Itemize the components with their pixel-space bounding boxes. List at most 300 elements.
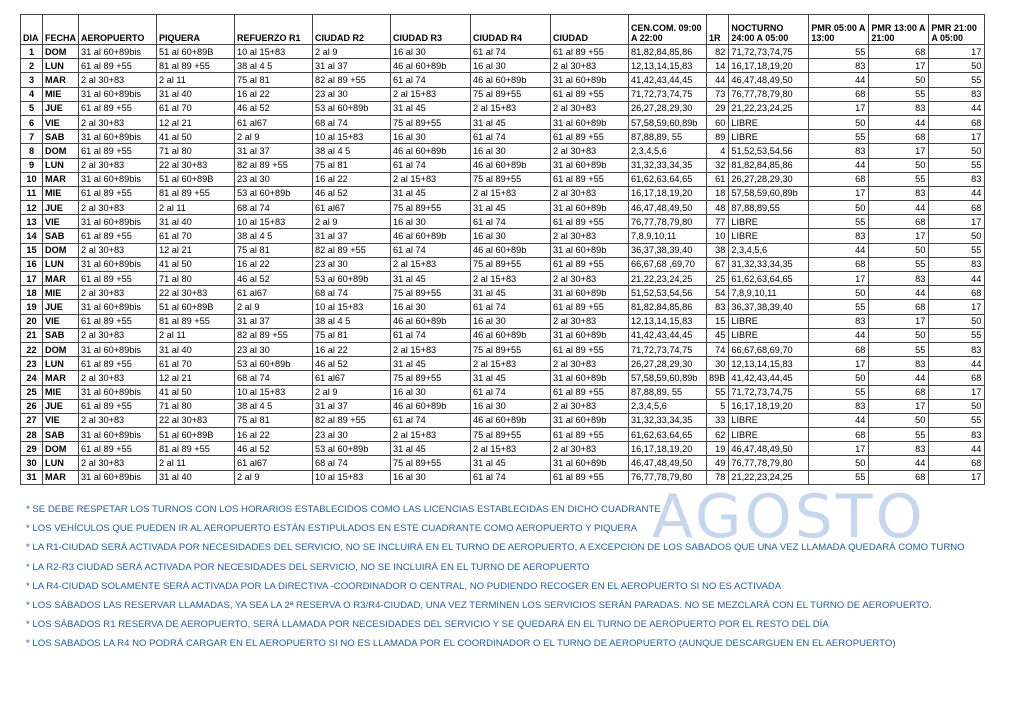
header-1r: 1R — [707, 15, 729, 45]
cell-pmr-21: 55 — [929, 413, 985, 427]
cell-ciudad-r4: 31 al 45 — [471, 371, 551, 385]
cell-cen-com: 51,52,53,54,56 — [629, 286, 707, 300]
cell-ciudad-r4: 31 al 45 — [471, 115, 551, 129]
cell-dia: 25 — [21, 385, 43, 399]
cell-ciudad-r2: 82 al 89 +55 — [313, 413, 391, 427]
cell-ciudad-r3: 16 al 30 — [391, 45, 471, 59]
cell-piquera: 61 al 70 — [157, 357, 235, 371]
cell-fecha: DOM — [43, 243, 79, 257]
cell-ciudad: 2 al 30+83 — [551, 59, 629, 73]
table-row — [21, 101, 985, 115]
cell-ciudad-r4: 61 al 74 — [471, 470, 551, 484]
header-refuerzo-r1: REFUERZO R1 — [235, 15, 313, 45]
cell-r1: 38 — [707, 243, 729, 257]
cell-dia: 7 — [21, 130, 43, 144]
cell-ciudad-r2: 2 al 9 — [313, 385, 391, 399]
cell-nocturno: 21,22,23,24,25 — [729, 101, 809, 115]
cell-aeropuerto: 2 al 30+83 — [79, 456, 157, 470]
cell-pmr-13: 17 — [869, 59, 929, 73]
cell-pmr-13: 17 — [869, 314, 929, 328]
cell-refuerzo-r1: 31 al 37 — [235, 144, 313, 158]
cell-dia: 20 — [21, 314, 43, 328]
cell-pmr-05: 50 — [809, 115, 869, 129]
cell-dia: 10 — [21, 172, 43, 186]
cell-pmr-21: 83 — [929, 428, 985, 442]
cell-fecha: VIE — [43, 215, 79, 229]
cell-fecha: LUN — [43, 257, 79, 271]
cell-aeropuerto: 2 al 30+83 — [79, 286, 157, 300]
cell-aeropuerto: 31 al 60+89bis — [79, 470, 157, 484]
cell-nocturno: 21,22,23,24,25 — [729, 470, 809, 484]
cell-piquera: 31 al 40 — [157, 215, 235, 229]
cell-ciudad-r4: 46 al 60+89b — [471, 413, 551, 427]
cell-refuerzo-r1: 2 al 9 — [235, 300, 313, 314]
cell-r1: 82 — [707, 45, 729, 59]
cell-ciudad-r3: 61 al 74 — [391, 158, 471, 172]
cell-ciudad: 61 al 89 +55 — [551, 87, 629, 101]
cell-nocturno: 76,77,78,79,80 — [729, 456, 809, 470]
header-pmr-21: PMR 21:00 A 05:00 — [929, 15, 985, 45]
cell-cen-com: 26,27,28,29,30 — [629, 357, 707, 371]
cell-ciudad: 2 al 30+83 — [551, 101, 629, 115]
cell-ciudad-r2: 46 al 52 — [313, 186, 391, 200]
table-row — [21, 144, 985, 158]
cell-fecha: DOM — [43, 144, 79, 158]
cell-nocturno: 36,37,38,39,40 — [729, 300, 809, 314]
cell-piquera: 61 al 70 — [157, 101, 235, 115]
cell-r1: 48 — [707, 201, 729, 215]
cell-ciudad: 31 al 60+89b — [551, 286, 629, 300]
cell-pmr-05: 17 — [809, 272, 869, 286]
cell-dia: 11 — [21, 186, 43, 200]
cell-refuerzo-r1: 82 al 89 +55 — [235, 328, 313, 342]
cell-nocturno: LIBRE — [729, 130, 809, 144]
cell-r1: 14 — [707, 59, 729, 73]
cell-r1: 54 — [707, 286, 729, 300]
cell-pmr-21: 17 — [929, 300, 985, 314]
cell-ciudad: 2 al 30+83 — [551, 399, 629, 413]
table-row — [21, 257, 985, 271]
table-row — [21, 215, 985, 229]
cell-nocturno: 81,82,84,85,86 — [729, 158, 809, 172]
cell-piquera: 71 al 80 — [157, 399, 235, 413]
cell-r1: 60 — [707, 115, 729, 129]
cell-ciudad-r4: 75 al 89+55 — [471, 87, 551, 101]
cell-pmr-05: 68 — [809, 342, 869, 356]
cell-ciudad-r4: 75 al 89+55 — [471, 342, 551, 356]
header-ciudad: CIUDAD — [551, 15, 629, 45]
cell-pmr-21: 44 — [929, 357, 985, 371]
cell-piquera: 51 al 60+89B — [157, 172, 235, 186]
cell-pmr-21: 17 — [929, 385, 985, 399]
cell-pmr-05: 17 — [809, 101, 869, 115]
cell-aeropuerto: 31 al 60+89bis — [79, 257, 157, 271]
cell-cen-com: 2,3,4,5,6 — [629, 144, 707, 158]
cell-r1: 77 — [707, 215, 729, 229]
cell-fecha: SAB — [43, 229, 79, 243]
cell-fecha: SAB — [43, 328, 79, 342]
cell-fecha: JUE — [43, 399, 79, 413]
cell-ciudad-r3: 2 al 15+83 — [391, 172, 471, 186]
cell-pmr-05: 17 — [809, 186, 869, 200]
cell-r1: 45 — [707, 328, 729, 342]
cell-dia: 29 — [21, 442, 43, 456]
cell-ciudad-r2: 53 al 60+89b — [313, 442, 391, 456]
cell-cen-com: 21,22,23,24,25 — [629, 272, 707, 286]
cell-r1: 18 — [707, 186, 729, 200]
cell-fecha: JUE — [43, 101, 79, 115]
cell-cen-com: 16,17,18,19,20 — [629, 186, 707, 200]
cell-refuerzo-r1: 38 al 4 5 — [235, 399, 313, 413]
cell-refuerzo-r1: 61 al67 — [235, 286, 313, 300]
table-row — [21, 243, 985, 257]
cell-r1: 44 — [707, 73, 729, 87]
cell-pmr-21: 68 — [929, 115, 985, 129]
cell-r1: 89B — [707, 371, 729, 385]
cell-aeropuerto: 61 al 89 +55 — [79, 229, 157, 243]
cell-ciudad: 2 al 30+83 — [551, 442, 629, 456]
cell-ciudad-r3: 2 al 15+83 — [391, 87, 471, 101]
cell-pmr-21: 68 — [929, 286, 985, 300]
cell-ciudad: 31 al 60+89b — [551, 201, 629, 215]
cell-piquera: 2 al 11 — [157, 456, 235, 470]
table-row — [21, 286, 985, 300]
table-header — [21, 15, 985, 45]
cell-ciudad-r3: 31 al 45 — [391, 186, 471, 200]
cell-cen-com: 76,77,78,79,80 — [629, 215, 707, 229]
cell-ciudad-r2: 75 al 81 — [313, 158, 391, 172]
cell-ciudad: 2 al 30+83 — [551, 272, 629, 286]
cell-pmr-13: 17 — [869, 399, 929, 413]
cell-aeropuerto: 2 al 30+83 — [79, 201, 157, 215]
cell-cen-com: 57,58,59,60,89b — [629, 371, 707, 385]
cell-ciudad-r3: 31 al 45 — [391, 272, 471, 286]
cell-pmr-05: 55 — [809, 130, 869, 144]
cell-ciudad-r3: 46 al 60+89b — [391, 59, 471, 73]
cell-ciudad-r4: 16 al 30 — [471, 229, 551, 243]
table-row — [21, 115, 985, 129]
cell-pmr-13: 44 — [869, 201, 929, 215]
cell-r1: 19 — [707, 442, 729, 456]
cell-fecha: VIE — [43, 115, 79, 129]
table-row — [21, 314, 985, 328]
cell-ciudad-r4: 2 al 15+83 — [471, 357, 551, 371]
cell-ciudad-r2: 61 al67 — [313, 201, 391, 215]
table-row — [21, 158, 985, 172]
cell-ciudad-r2: 31 al 37 — [313, 229, 391, 243]
cell-pmr-21: 44 — [929, 272, 985, 286]
cell-ciudad-r2: 31 al 37 — [313, 59, 391, 73]
cell-nocturno: LIBRE — [729, 413, 809, 427]
cell-ciudad-r4: 31 al 45 — [471, 201, 551, 215]
cell-ciudad-r4: 46 al 60+89b — [471, 73, 551, 87]
cell-pmr-05: 44 — [809, 413, 869, 427]
cell-ciudad-r4: 2 al 15+83 — [471, 442, 551, 456]
cell-dia: 24 — [21, 371, 43, 385]
cell-pmr-13: 50 — [869, 328, 929, 342]
cell-pmr-13: 68 — [869, 300, 929, 314]
cell-pmr-13: 68 — [869, 130, 929, 144]
cell-ciudad: 31 al 60+89b — [551, 115, 629, 129]
cell-refuerzo-r1: 82 al 89 +55 — [235, 158, 313, 172]
note-item: * LOS SABADOS LA R4 NO PODRÁ CARGAR EN EL AEROPUERTO SI NO ES LLAMADA POR EL COORDINADOR O EL TURNO DE AEROPUERTO (AUNQUE DESCARGUEN EN EL AEROPUERTO) — [26, 638, 896, 650]
cell-refuerzo-r1: 16 al 22 — [235, 257, 313, 271]
cell-ciudad-r2: 2 al 9 — [313, 215, 391, 229]
cell-pmr-05: 50 — [809, 456, 869, 470]
cell-ciudad-r3: 16 al 30 — [391, 215, 471, 229]
cell-fecha: LUN — [43, 357, 79, 371]
cell-ciudad-r3: 31 al 45 — [391, 442, 471, 456]
cell-ciudad: 31 al 60+89b — [551, 413, 629, 427]
cell-aeropuerto: 61 al 89 +55 — [79, 442, 157, 456]
cell-pmr-05: 83 — [809, 314, 869, 328]
cell-aeropuerto: 2 al 30+83 — [79, 158, 157, 172]
cell-pmr-21: 55 — [929, 158, 985, 172]
cell-pmr-13: 55 — [869, 428, 929, 442]
cell-ciudad: 61 al 89 +55 — [551, 428, 629, 442]
cell-ciudad-r4: 61 al 74 — [471, 300, 551, 314]
cell-r1: 25 — [707, 272, 729, 286]
cell-ciudad: 2 al 30+83 — [551, 229, 629, 243]
cell-aeropuerto: 2 al 30+83 — [79, 115, 157, 129]
note-item: * LOS VEHÍCULOS QUE PUEDEN IR AL AEROPUERTO ESTÁN ESTIPULADOS EN ESTE CUADRANTE COMO AEROPUERTO Y PIQUERA — [26, 523, 638, 535]
cell-pmr-05: 55 — [809, 300, 869, 314]
cell-ciudad-r4: 2 al 15+83 — [471, 186, 551, 200]
cell-pmr-05: 17 — [809, 442, 869, 456]
cell-nocturno: 2,3,4,5,6 — [729, 243, 809, 257]
cell-ciudad-r2: 10 al 15+83 — [313, 470, 391, 484]
cell-dia: 9 — [21, 158, 43, 172]
cell-refuerzo-r1: 61 al67 — [235, 456, 313, 470]
cell-ciudad-r2: 68 al 74 — [313, 115, 391, 129]
cell-pmr-21: 50 — [929, 144, 985, 158]
cell-refuerzo-r1: 16 al 22 — [235, 87, 313, 101]
cell-piquera: 12 al 21 — [157, 115, 235, 129]
cell-cen-com: 87,88,89, 55 — [629, 130, 707, 144]
cell-refuerzo-r1: 16 al 22 — [235, 428, 313, 442]
cell-pmr-05: 68 — [809, 257, 869, 271]
cell-dia: 23 — [21, 357, 43, 371]
cell-fecha: MIE — [43, 87, 79, 101]
cell-dia: 2 — [21, 59, 43, 73]
cell-refuerzo-r1: 75 al 81 — [235, 413, 313, 427]
cell-dia: 14 — [21, 229, 43, 243]
cell-pmr-13: 83 — [869, 272, 929, 286]
cell-ciudad-r4: 61 al 74 — [471, 45, 551, 59]
table-row — [21, 45, 985, 59]
cell-r1: 33 — [707, 413, 729, 427]
cell-fecha: SAB — [43, 130, 79, 144]
cell-dia: 31 — [21, 470, 43, 484]
cell-fecha: DOM — [43, 45, 79, 59]
cell-pmr-05: 55 — [809, 215, 869, 229]
cell-ciudad-r4: 31 al 45 — [471, 286, 551, 300]
cell-nocturno: LIBRE — [729, 229, 809, 243]
cell-pmr-05: 50 — [809, 286, 869, 300]
cell-dia: 18 — [21, 286, 43, 300]
header-fecha: FECHA — [43, 15, 79, 45]
cell-fecha: MAR — [43, 73, 79, 87]
cell-pmr-13: 44 — [869, 115, 929, 129]
cell-ciudad-r2: 23 al 30 — [313, 428, 391, 442]
cell-ciudad-r4: 46 al 60+89b — [471, 328, 551, 342]
cell-fecha: MIE — [43, 186, 79, 200]
cell-nocturno: 51,52,53,54,56 — [729, 144, 809, 158]
cell-aeropuerto: 31 al 60+89bis — [79, 172, 157, 186]
cell-ciudad-r2: 16 al 22 — [313, 342, 391, 356]
cell-ciudad-r3: 31 al 45 — [391, 101, 471, 115]
cell-pmr-13: 44 — [869, 286, 929, 300]
cell-aeropuerto: 61 al 89 +55 — [79, 144, 157, 158]
cell-fecha: MAR — [43, 172, 79, 186]
cell-ciudad-r3: 61 al 74 — [391, 243, 471, 257]
cell-ciudad-r4: 46 al 60+89b — [471, 158, 551, 172]
cell-ciudad: 31 al 60+89b — [551, 328, 629, 342]
cell-dia: 26 — [21, 399, 43, 413]
cell-ciudad: 61 al 89 +55 — [551, 385, 629, 399]
cell-ciudad-r4: 75 al 89+55 — [471, 172, 551, 186]
notes-list — [26, 500, 986, 654]
cell-ciudad-r2: 2 al 9 — [313, 45, 391, 59]
cell-pmr-05: 50 — [809, 201, 869, 215]
cell-ciudad: 31 al 60+89b — [551, 243, 629, 257]
cell-fecha: VIE — [43, 413, 79, 427]
cell-dia: 16 — [21, 257, 43, 271]
cell-pmr-13: 68 — [869, 470, 929, 484]
table-row — [21, 456, 985, 470]
table-row — [21, 442, 985, 456]
cell-piquera: 51 al 60+89B — [157, 300, 235, 314]
cell-refuerzo-r1: 38 al 4 5 — [235, 59, 313, 73]
table-row — [21, 272, 985, 286]
cell-cen-com: 66,67,68 ,69,70 — [629, 257, 707, 271]
note-item: * LA R1-CIUDAD SERÁ ACTIVADA POR NECESIDADES DEL SERVICIO, NO SE INCLUIRÁ EN EL TURNO DE AEROPUERTO, A EXCEPCION DE LOS SABADOS QUE UNA VEZ LLAMADA QUEDARÁ COMO TURNO — [26, 542, 965, 554]
cell-pmr-05: 83 — [809, 144, 869, 158]
header-pmr-05: PMR 05:00 A 13:00 — [809, 15, 869, 45]
cell-aeropuerto: 31 al 60+89bis — [79, 300, 157, 314]
cell-refuerzo-r1: 10 al 15+83 — [235, 215, 313, 229]
cell-cen-com: 46,47,48,49,50 — [629, 456, 707, 470]
cell-dia: 17 — [21, 272, 43, 286]
cell-pmr-13: 68 — [869, 45, 929, 59]
cell-r1: 32 — [707, 158, 729, 172]
table-row — [21, 371, 985, 385]
header-ciudad-r3: CIUDAD R3 — [391, 15, 471, 45]
cell-ciudad-r4: 16 al 30 — [471, 144, 551, 158]
cell-piquera: 81 al 89 +55 — [157, 314, 235, 328]
cell-ciudad-r4: 31 al 45 — [471, 456, 551, 470]
table-row — [21, 229, 985, 243]
cell-ciudad: 31 al 60+89b — [551, 158, 629, 172]
cell-nocturno: 61,62,63,64,65 — [729, 272, 809, 286]
cell-pmr-21: 83 — [929, 342, 985, 356]
cell-piquera: 31 al 40 — [157, 342, 235, 356]
cell-dia: 22 — [21, 342, 43, 356]
cell-nocturno: 12,13,14,15,83 — [729, 357, 809, 371]
cell-ciudad-r4: 61 al 74 — [471, 130, 551, 144]
cell-ciudad: 61 al 89 +55 — [551, 300, 629, 314]
table-row — [21, 399, 985, 413]
cell-ciudad-r4: 2 al 15+83 — [471, 272, 551, 286]
header-pmr-13: PMR 13:00 A 21:00 — [869, 15, 929, 45]
cell-ciudad: 2 al 30+83 — [551, 357, 629, 371]
table-row — [21, 59, 985, 73]
cell-refuerzo-r1: 46 al 52 — [235, 272, 313, 286]
cell-aeropuerto: 31 al 60+89bis — [79, 428, 157, 442]
cell-fecha: DOM — [43, 442, 79, 456]
cell-dia: 1 — [21, 45, 43, 59]
cell-piquera: 2 al 11 — [157, 201, 235, 215]
cell-piquera: 51 al 60+89B — [157, 428, 235, 442]
cell-ciudad-r3: 75 al 89+55 — [391, 286, 471, 300]
cell-cen-com: 81,82,84,85,86 — [629, 45, 707, 59]
table-body — [21, 45, 985, 485]
cell-ciudad-r2: 75 al 81 — [313, 328, 391, 342]
cell-pmr-13: 83 — [869, 101, 929, 115]
cell-pmr-21: 17 — [929, 470, 985, 484]
cell-aeropuerto: 2 al 30+83 — [79, 371, 157, 385]
cell-cen-com: 16,17,18,19,20 — [629, 442, 707, 456]
month-watermark: AGOSTO — [652, 482, 926, 552]
cell-fecha: MAR — [43, 272, 79, 286]
header-cen-com: CEN.COM. 09:00 A 22:00 — [629, 15, 707, 45]
cell-ciudad: 31 al 60+89b — [551, 73, 629, 87]
note-item: * LOS SÁBADOS R1 RESERVA DE AEROPUERTO, SERÁ LLAMADA POR NECESIDADES DEL SERVICIO Y SE QUEDARÁ EN EL TURNO DE AEROPUERTO POR EL RESTO DEL DÍA — [26, 619, 829, 631]
cell-r1: 74 — [707, 342, 729, 356]
cell-cen-com: 7,8,9,10,11 — [629, 229, 707, 243]
cell-piquera: 41 al 50 — [157, 130, 235, 144]
cell-aeropuerto: 61 al 89 +55 — [79, 399, 157, 413]
cell-ciudad: 61 al 89 +55 — [551, 215, 629, 229]
cell-dia: 13 — [21, 215, 43, 229]
note-item: * LOS SÁBADOS LAS RESERVAR LLAMADAS, YA SEA LA 2ª RESERVA O R3/R4-CIUDAD, UNA VEZ TERMINEN LOS SERVICIOS SERÁN PARADAS. NO SE MEZCLARÁ CON EL TURNO DE AEROPUERTO. — [26, 599, 932, 611]
cell-nocturno: 31,32,33,34,35 — [729, 257, 809, 271]
cell-ciudad: 61 al 89 +55 — [551, 45, 629, 59]
cell-dia: 8 — [21, 144, 43, 158]
cell-ciudad-r2: 82 al 89 +55 — [313, 73, 391, 87]
cell-ciudad: 2 al 30+83 — [551, 144, 629, 158]
cell-ciudad: 31 al 60+89b — [551, 456, 629, 470]
cell-fecha: VIE — [43, 314, 79, 328]
cell-ciudad-r2: 38 al 4 5 — [313, 314, 391, 328]
cell-pmr-21: 83 — [929, 257, 985, 271]
cell-cen-com: 2,3,4,5,6 — [629, 399, 707, 413]
cell-pmr-13: 68 — [869, 215, 929, 229]
table-row — [21, 201, 985, 215]
cell-aeropuerto: 31 al 60+89bis — [79, 45, 157, 59]
cell-pmr-13: 50 — [869, 243, 929, 257]
cell-r1: 5 — [707, 399, 729, 413]
cell-nocturno: 46,47,48,49,50 — [729, 73, 809, 87]
table-row — [21, 73, 985, 87]
header-ciudad-r4: CIUDAD R4 — [471, 15, 551, 45]
cell-r1: 4 — [707, 144, 729, 158]
cell-pmr-05: 68 — [809, 172, 869, 186]
cell-nocturno: 26,27,28,29,30 — [729, 172, 809, 186]
cell-dia: 15 — [21, 243, 43, 257]
cell-dia: 3 — [21, 73, 43, 87]
cell-pmr-05: 44 — [809, 73, 869, 87]
cell-ciudad-r2: 38 al 4 5 — [313, 144, 391, 158]
cell-aeropuerto: 61 al 89 +55 — [79, 357, 157, 371]
table-row — [21, 130, 985, 144]
cell-nocturno: 7,8,9,10,11 — [729, 286, 809, 300]
cell-cen-com: 31,32,33,34,35 — [629, 158, 707, 172]
cell-ciudad-r3: 75 al 89+55 — [391, 115, 471, 129]
cell-cen-com: 12,13,14,15,83 — [629, 314, 707, 328]
note-item: * LA R2-R3 CIUDAD SERÁ ACTIVADA POR NECESIDADES DEL SERVICIO, NO SE INCLUIRÁ EN EL TURNO DE AEROPUERTO — [26, 561, 590, 573]
cell-pmr-13: 68 — [869, 385, 929, 399]
